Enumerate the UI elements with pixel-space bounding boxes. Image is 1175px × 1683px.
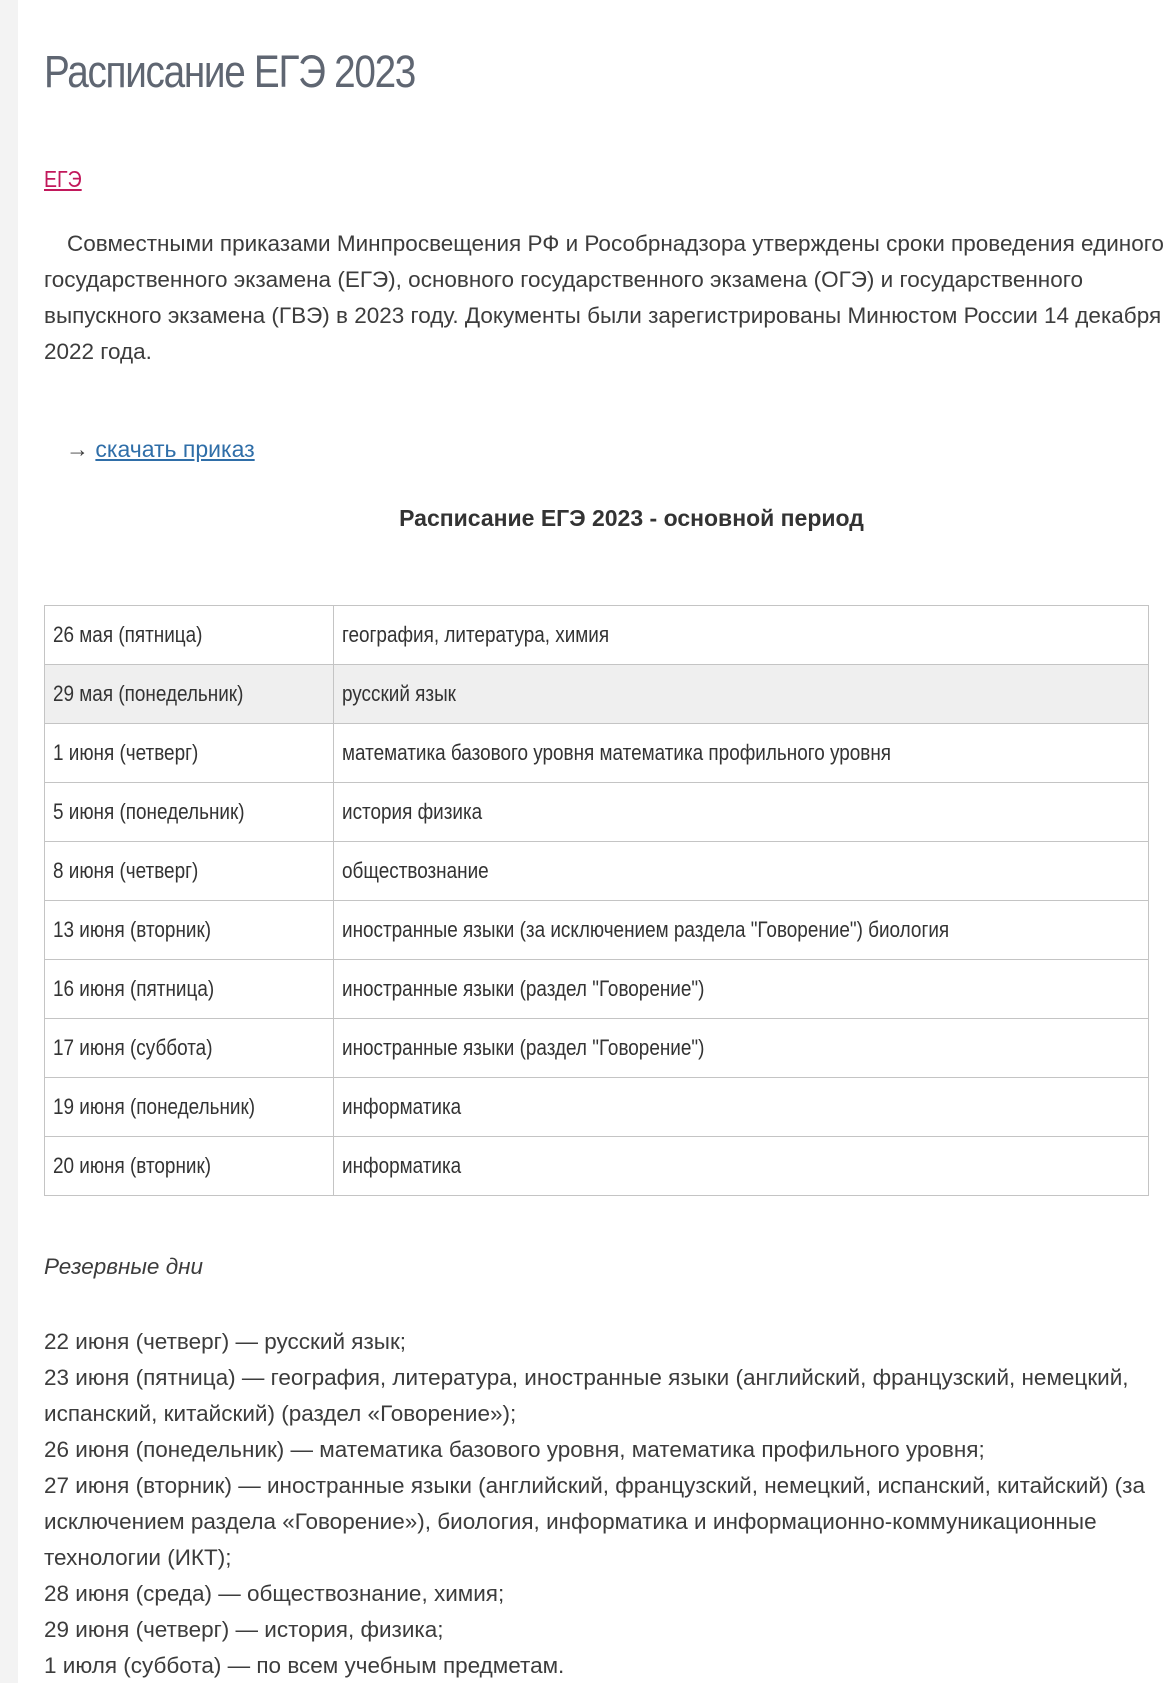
- date-cell: 16 июня (пятница): [45, 960, 334, 1019]
- date-cell: 1 июня (четверг): [45, 724, 334, 783]
- subjects-cell: русский язык: [334, 665, 1149, 724]
- date-cell: 26 мая (пятница): [45, 606, 334, 665]
- table-row: [45, 783, 1149, 842]
- subjects-cell: информатика: [334, 1078, 1149, 1137]
- reserve-day-item: 28 июня (среда) — обществознание, химия;: [44, 1581, 505, 1606]
- reserve-day-item: 26 июня (понедельник) — математика базового уровня, математика профильного уровня;: [44, 1437, 985, 1462]
- download-line: [66, 436, 255, 463]
- reserve-day-item: 29 июня (четверг) — история, физика;: [44, 1617, 444, 1642]
- table-row: [45, 606, 1149, 665]
- date-cell: 29 мая (понедельник): [45, 665, 334, 724]
- date-cell: 17 июня (суббота): [45, 1019, 334, 1078]
- subjects-cell: иностранные языки (за исключением раздела "Говорение") биология: [334, 901, 1149, 960]
- page-title: Расписание ЕГЭ 2023: [44, 46, 416, 97]
- subjects-cell: история физика: [334, 783, 1149, 842]
- intro-paragraph: Совместными приказами Минпросвещения РФ и Рособрнадзора утверждены сроки проведения единого государственного экзамена (ЕГЭ), основного государственного экзамена (ОГЭ) и государственного выпускного экзамена (ГВЭ) в 2023 году. Документы были зарегистрированы Минюстом России 14 декабря 2022 года.: [44, 231, 1164, 364]
- schedule-table: [44, 605, 1149, 1196]
- download-order-link[interactable]: скачать приказ: [95, 436, 255, 462]
- schedule-heading: Расписание ЕГЭ 2023 - основной период: [399, 505, 864, 531]
- table-row: [45, 901, 1149, 960]
- table-row: [45, 1078, 1149, 1137]
- table-row: [45, 1019, 1149, 1078]
- arrow-right-icon: →: [66, 436, 89, 462]
- subjects-cell: иностранные языки (раздел "Говорение"): [334, 1019, 1149, 1078]
- subjects-cell: география, литература, химия: [334, 606, 1149, 665]
- subjects-cell: иностранные языки (раздел "Говорение"): [334, 960, 1149, 1019]
- reserve-days-list: [44, 1324, 1164, 1683]
- reserve-day-item: 22 июня (четверг) — русский язык;: [44, 1329, 407, 1354]
- date-cell: 13 июня (вторник): [45, 901, 334, 960]
- date-cell: 5 июня (понедельник): [45, 783, 334, 842]
- reserve-day-item: 23 июня (пятница) — география, литература, иностранные языки (английский, французский, немецкий, испанский, китайский) (раздел «Говорение»);: [44, 1365, 1129, 1426]
- table-row: [45, 842, 1149, 901]
- reserve-day-item: 27 июня (вторник) — иностранные языки (английский, французский, немецкий, испанский, китайский) (за исключением раздела «Говорение»), биология, информатика и информационно-коммуникационные технологии (ИКТ);: [44, 1473, 1146, 1570]
- category-link-ege[interactable]: ЕГЭ: [44, 166, 82, 192]
- page-container: [18, 0, 1175, 1683]
- table-row: [45, 665, 1149, 724]
- table-row: [45, 724, 1149, 783]
- date-cell: 20 июня (вторник): [45, 1137, 334, 1196]
- table-row: [45, 1137, 1149, 1196]
- date-cell: 8 июня (четверг): [45, 842, 334, 901]
- reserve-day-item: 1 июля (суббота) — по всем учебным предметам.: [44, 1653, 565, 1678]
- reserve-days-title: Резервные дни: [44, 1254, 204, 1279]
- subjects-cell: информатика: [334, 1137, 1149, 1196]
- subjects-cell: обществознание: [334, 842, 1149, 901]
- date-cell: 19 июня (понедельник): [45, 1078, 334, 1137]
- table-row: [45, 960, 1149, 1019]
- subjects-cell: математика базового уровня математика профильного уровня: [334, 724, 1149, 783]
